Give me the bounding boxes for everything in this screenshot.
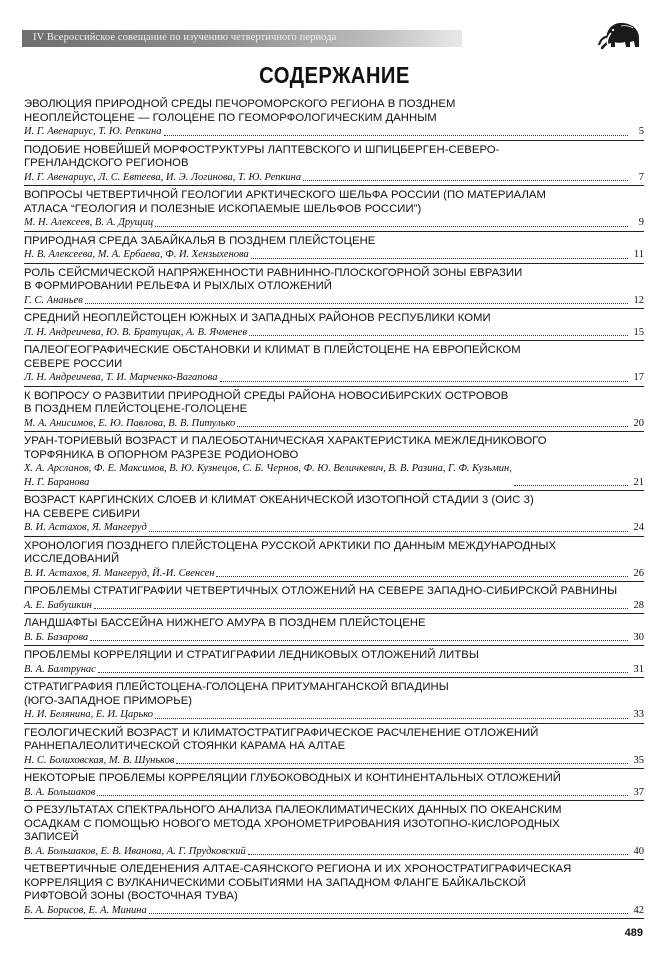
- toc-entry-title-line: ХРОНОЛОГИЯ ПОЗДНЕГО ПЛЕЙСТОЦЕНА РУССКОЙ АРКТИКИ ПО ДАННЫМ МЕЖДУНАРОДНЫХ: [24, 539, 557, 552]
- toc-entry: [24, 144, 644, 187]
- toc-entry: [24, 681, 644, 724]
- toc-entry-authors-row: [24, 216, 644, 232]
- toc-entry-title: [24, 144, 644, 171]
- toc-entry: [24, 863, 644, 919]
- toc-entry-page: 37: [633, 786, 644, 798]
- toc-entry-author-line: В. А. Балтрунас: [24, 663, 96, 675]
- toc-entry-author-line: Н. И. Белянина, Е. И. Царько: [24, 709, 154, 720]
- toc-entry-title-line: РОЛЬ СЕЙСМИЧЕСКОЙ НАПРЯЖЕННОСТИ РАВНИННО-ПЛОСКОГОРНОЙ ЗОНЫ ЕВРАЗИИ: [24, 266, 523, 279]
- toc-entry-authors-row: [24, 326, 644, 342]
- toc-entry-title-line: ТОРФЯНИКА В ОПОРНОМ РАЗРЕЗЕ РОДИОНОВО: [24, 448, 299, 461]
- toc-entry-author-line: Г. С. Ананьев: [24, 294, 83, 306]
- toc-leader-dots: [149, 912, 628, 914]
- toc-entry-authors: [24, 663, 96, 677]
- toc-entry-title-line: О РЕЗУЛЬТАТАХ СПЕКТРАЛЬНОГО АНАЛИЗА ПАЛЕОКЛИМАТИЧЕСКИХ ДАННЫХ ПО ОКЕАНСКИМ: [24, 804, 562, 816]
- toc-entry: [24, 617, 644, 646]
- toc-entry-title: [24, 494, 644, 521]
- toc-entry-title-line: ГРЕНЛАНДСКОГО РЕГИОНОВ: [24, 157, 189, 169]
- toc-entry-page: 21: [633, 476, 644, 488]
- toc-leader-dots: [155, 717, 628, 719]
- toc-entry-authors-row: [24, 708, 644, 724]
- toc-entry-authors-row: [24, 294, 644, 310]
- toc-entry-authors-row: [24, 786, 644, 802]
- toc-entry-authors: [24, 904, 147, 918]
- toc-leader-dots: [149, 530, 628, 532]
- toc-entry-author-line: М. А. Анисимов, Е. Ю. Павлова, В. В. Питулько: [24, 417, 236, 429]
- toc-entry-title-line: ИССЛЕДОВАНИЙ: [24, 553, 120, 565]
- toc-entry-title: [24, 98, 644, 125]
- toc-leader-dots: [303, 179, 628, 181]
- toc-entry-page: 11: [633, 249, 644, 260]
- toc-entry-author-line: Л. Н. Андреичева, Ю. В. Братущак, А. В. Ячменев: [24, 326, 247, 338]
- running-header-text: IV Всероссийское совещание по изучению четвертичного периода: [33, 32, 337, 43]
- table-of-contents: [24, 98, 644, 919]
- toc-entry-authors: [24, 216, 153, 230]
- toc-entry-authors: [24, 786, 95, 800]
- toc-entry-title-line: СЕВЕРЕ РОССИИ: [24, 357, 123, 370]
- toc-entry-title-line: ПАЛЕОГЕОГРАФИЧЕСКИЕ ОБСТАНОВКИ И КЛИМАТ В ПЛЕЙСТОЦЕНЕ НА ЕВРОПЕЙСКОМ: [24, 344, 521, 356]
- toc-leader-dots: [237, 425, 628, 427]
- toc-entry-authors: [24, 248, 249, 262]
- toc-entry-title-line: НА СЕВЕРЕ СИБИРИ: [24, 507, 141, 520]
- toc-entry-authors-row: [24, 171, 644, 187]
- toc-entry: [24, 585, 644, 614]
- toc-entry-title-line: ПРИРОДНАЯ СРЕДА ЗАБАЙКАЛЬЯ В ПОЗДНЕМ ПЛЕЙСТОЦЕНЕ: [24, 234, 376, 247]
- toc-entry-author-line: Н. С. Болиховская, М. В. Шуньков: [24, 754, 175, 766]
- toc-entry-title-line: К ВОПРОСУ О РАЗВИТИИ ПРИРОДНОЙ СРЕДЫ РАЙОНА НОВОСИБИРСКИХ ОСТРОВОВ: [24, 389, 509, 402]
- toc-entry-title-line: ПОДОБИЕ НОВЕЙШЕЙ МОРФОСТРУКТУРЫ ЛАПТЕВСКОГО И ШПИЦБЕРГЕН-СЕВЕРО-: [24, 143, 500, 156]
- toc-entry-authors: [24, 417, 235, 431]
- toc-entry-title-line: ЗАПИСЕЙ: [24, 831, 79, 843]
- toc-entry-authors: [24, 371, 218, 385]
- toc-entry-page: 5: [638, 126, 644, 137]
- toc-entry-title: [24, 267, 644, 294]
- toc-entry-title-line: ВОПРОСЫ ЧЕТВЕРТИЧНОЙ ГЕОЛОГИИ АРКТИЧЕСКОГО ШЕЛЬФА РОССИИ (ПО МАТЕРИАЛАМ: [24, 189, 546, 201]
- toc-entry-author-line: В. А. Большаков, Е. В. Иванова, А. Г. Прудковский: [24, 845, 246, 857]
- toc-entry-author-line: В. И. Астахов, Я. Мангеруд, Й.-И. Свенсен: [24, 567, 215, 579]
- toc-entry: [24, 540, 644, 583]
- toc-entry-title: [24, 804, 644, 845]
- toc-entry-page: 42: [633, 904, 644, 916]
- toc-entry-page: 17: [633, 372, 644, 383]
- toc-leader-dots: [514, 484, 628, 486]
- toc-entry-title-line: НЕОПЛЕЙСТОЦЕНЕ — ГОЛОЦЕНЕ ПО ГЕОМОРФОЛОГИЧЕСКИМ ДАННЫМ: [24, 111, 437, 124]
- toc-leader-dots: [155, 225, 628, 227]
- toc-entry-author-line: Х. А. Арсланов, Ф. Е. Максимов, В. Ю. Кузнецов, С. Б. Чернов, Ф. Ю. Величкевич, В. В. Разина, Г. Ф. Кузьмин,: [24, 463, 512, 474]
- toc-entry: [24, 804, 644, 860]
- toc-entry-title-line: ВОЗРАСТ КАРГИНСКИХ СЛОЕВ И КЛИМАТ ОКЕАНИЧЕСКОЙ ИЗОТОПНОЙ СТАДИИ 3 (ОИС 3): [24, 494, 534, 506]
- toc-entry-page: 33: [633, 709, 644, 720]
- toc-entry-author-line: А. Е. Бабушкин: [24, 599, 92, 611]
- toc-entry-author-line: В. А. Большаков: [24, 786, 96, 798]
- toc-entry-title: [24, 235, 644, 249]
- toc-entry-title: [24, 585, 644, 599]
- toc-entry-title-line: РИФТОВОЙ ЗОНЫ (ВОСТОЧНАЯ ТУВА): [24, 890, 238, 902]
- toc-entry: [24, 649, 644, 678]
- page-title: СОДЕРЖАНИЕ: [259, 62, 410, 88]
- toc-entry-title: [24, 390, 644, 417]
- toc-entry-authors: [24, 708, 153, 722]
- mammoth-icon: [597, 16, 645, 54]
- toc-entry-author-line: В. Б. Базарова: [24, 631, 89, 643]
- toc-entry-page: 15: [633, 326, 644, 338]
- toc-entry-title-line: КОРРЕЛЯЦИЯ С ВУЛКАНИЧЕСКИМИ СОБЫТИЯМИ НА ЗАПАДНОМ ФЛАНГЕ БАЙКАЛЬСКОЙ: [24, 876, 526, 889]
- toc-leader-dots: [176, 762, 628, 764]
- toc-leader-dots: [90, 639, 628, 641]
- page-number: 489: [624, 927, 643, 939]
- toc-entry-page: 20: [633, 417, 644, 429]
- toc-leader-dots: [94, 607, 628, 609]
- toc-entry-title-line: НЕКОТОРЫЕ ПРОБЛЕМЫ КОРРЕЛЯЦИИ ГЛУБОКОВОДНЫХ И КОНТИНЕНТАЛЬНЫХ ОТЛОЖЕНИЙ: [24, 772, 561, 784]
- toc-entry-authors: [24, 462, 512, 489]
- toc-entry: [24, 772, 644, 801]
- toc-entry-title-line: ПРОБЛЕМЫ СТРАТИГРАФИИ ЧЕТВЕРТИЧНЫХ ОТЛОЖЕНИЙ НА СЕВЕРЕ ЗАПАДНО-СИБИРСКОЙ РАВНИНЫ: [24, 585, 618, 597]
- toc-leader-dots: [164, 134, 628, 136]
- toc-entry-title: [24, 312, 644, 326]
- toc-leader-dots: [85, 302, 628, 304]
- toc-entry-title-line: В ПОЗДНЕМ ПЛЕЙСТОЦЕНЕ-ГОЛОЦЕНЕ: [24, 403, 248, 415]
- toc-entry-title-line: ГЕОЛОГИЧЕСКИЙ ВОЗРАСТ И КЛИМАТОСТРАТИГРАФИЧЕСКОЕ РАСЧЛЕНЕНИЕ ОТЛОЖЕНИЙ: [24, 726, 539, 739]
- toc-entry-page: 35: [633, 754, 644, 766]
- toc-entry: [24, 312, 644, 341]
- toc-entry-title: [24, 617, 644, 631]
- toc-entry-title-line: ЧЕТВЕРТИЧНЫЕ ОЛЕДЕНЕНИЯ АЛТАЕ-САЯНСКОГО РЕГИОНА И ИХ ХРОНОСТРАТИГРАФИЧЕСКАЯ: [24, 863, 572, 875]
- toc-entry-authors-row: [24, 904, 644, 920]
- toc-entry-title: [24, 540, 644, 567]
- toc-entry-authors: [24, 326, 247, 340]
- toc-entry: [24, 727, 644, 770]
- toc-entry-authors-row: [24, 371, 644, 387]
- toc-entry-author-line: И. Г. Авенариус, Т. Ю. Репкина: [24, 126, 162, 137]
- toc-entry-title-line: ОСАДКАМ С ПОМОЩЬЮ НОВОГО МЕТОДА ХРОНОМЕТРИРОВАНИЯ ИЗОТОПНО-КИСЛОРОДНЫХ: [24, 817, 560, 830]
- toc-entry-page: 9: [638, 217, 644, 228]
- toc-entry-authors-row: [24, 845, 644, 861]
- toc-entry-authors-row: [24, 125, 644, 141]
- toc-entry-page: 12: [633, 294, 644, 306]
- toc-entry-authors: [24, 631, 88, 645]
- toc-entry-title-line: АТЛАСА “ГЕОЛОГИЯ И ПОЛЕЗНЫЕ ИСКОПАЕМЫЕ ШЕЛЬФОВ РОССИИ”): [24, 202, 422, 215]
- toc-entry: [24, 390, 644, 433]
- toc-entry-title-line: ЛАНДШАФТЫ БАССЕЙНА НИЖНЕГО АМУРА В ПОЗДНЕМ ПЛЕЙСТОЦЕНЕ: [24, 617, 426, 629]
- toc-entry-title: [24, 189, 644, 216]
- toc-entry-title-line: ЭВОЛЮЦИЯ ПРИРОДНОЙ СРЕДЫ ПЕЧОРОМОРСКОГО РЕГИОНА В ПОЗДНЕМ: [24, 98, 456, 110]
- toc-leader-dots: [249, 334, 628, 336]
- toc-entry-title-line: В ФОРМИРОВАНИИ РЕЛЬЕФА И РЫХЛЫХ ОТЛОЖЕНИЙ: [24, 280, 332, 292]
- toc-entry-author-line: Б. А. Борисов, Е. А. Минина: [24, 904, 147, 916]
- toc-entry-page: 24: [633, 522, 644, 533]
- toc-entry: [24, 267, 644, 310]
- toc-entry-title: [24, 863, 644, 904]
- toc-entry-page: 30: [633, 631, 644, 643]
- toc-entry: [24, 435, 644, 491]
- toc-entry-authors-row: [24, 417, 644, 433]
- toc-entry-author-line: В. И. Астахов, Я. Мангеруд: [24, 522, 147, 533]
- toc-leader-dots: [98, 671, 628, 673]
- toc-entry: [24, 235, 644, 264]
- toc-entry-authors-row: [24, 521, 644, 537]
- toc-entry-authors-row: [24, 754, 644, 770]
- toc-entry-author-line: М. Н. Алексеев, В. А. Друщиц: [24, 217, 154, 228]
- toc-entry-authors-row: [24, 599, 644, 615]
- toc-entry-authors-row: [24, 248, 644, 264]
- toc-entry-authors-row: [24, 462, 644, 491]
- toc-entry-authors: [24, 294, 83, 308]
- toc-entry-authors: [24, 125, 162, 139]
- toc-entry-authors-row: [24, 663, 644, 679]
- toc-entry-authors-row: [24, 631, 644, 647]
- toc-entry-title: [24, 344, 644, 371]
- toc-entry-authors: [24, 754, 174, 768]
- toc-entry-authors: [24, 521, 147, 535]
- toc-entry-title-line: СТРАТИГРАФИЯ ПЛЕЙСТОЦЕНА-ГОЛОЦЕНА ПРИТУМАНГАНСКОЙ ВПАДИНЫ: [24, 681, 449, 693]
- toc-leader-dots: [251, 257, 628, 259]
- toc-entry-title-line: УРАН-ТОРИЕВЫЙ ВОЗРАСТ И ПАЛЕОБОТАНИЧЕСКАЯ ХАРАКТЕРИСТИКА МЕЖЛЕДНИКОВОГО: [24, 435, 547, 447]
- toc-leader-dots: [97, 794, 628, 796]
- toc-leader-dots: [216, 575, 628, 577]
- toc-entry-title-line: СРЕДНИЙ НЕОПЛЕЙСТОЦЕН ЮЖНЫХ И ЗАПАДНЫХ РАЙОНОВ РЕСПУБЛИКИ КОМИ: [24, 312, 491, 324]
- toc-entry-title: [24, 435, 644, 462]
- toc-entry-author-line: Н. В. Алексеева, М. А. Ербаева, Ф. И. Хензыхенова: [24, 249, 249, 260]
- toc-entry-title: [24, 727, 644, 754]
- toc-entry-authors: [24, 845, 246, 859]
- toc-entry-title-line: (ЮГО-ЗАПАДНОЕ ПРИМОРЬЕ): [24, 694, 193, 707]
- toc-entry-authors-row: [24, 567, 644, 583]
- toc-entry-page: 28: [633, 599, 644, 611]
- toc-leader-dots: [248, 853, 628, 855]
- toc-entry-title: [24, 649, 644, 663]
- toc-entry-author-line: Н. Г. Баранова: [24, 476, 90, 488]
- toc-entry-title-line: ПРОБЛЕМЫ КОРРЕЛЯЦИИ И СТРАТИГРАФИИ ЛЕДНИКОВЫХ ОТЛОЖЕНИЙ ЛИТВЫ: [24, 649, 479, 661]
- toc-entry: [24, 98, 644, 141]
- toc-entry-title: [24, 772, 644, 786]
- toc-entry-page: 31: [633, 663, 644, 675]
- toc-entry-page: 26: [633, 567, 644, 579]
- toc-entry: [24, 494, 644, 537]
- toc-leader-dots: [220, 380, 628, 382]
- toc-entry: [24, 344, 644, 387]
- toc-entry-author-line: И. Г. Авенариус, Л. С. Евтеева, И. Э. Логинова, Т. Ю. Репкина: [24, 171, 302, 183]
- toc-entry-author-line: Л. Н. Андреичева, Т. И. Марченко-Вагапова: [24, 372, 218, 383]
- toc-entry-authors: [24, 171, 301, 185]
- toc-entry-page: 7: [638, 171, 644, 183]
- toc-entry-title: [24, 681, 644, 708]
- toc-entry: [24, 189, 644, 232]
- toc-entry-authors: [24, 599, 92, 613]
- toc-entry-title-line: РАННЕПАЛЕОЛИТИЧЕСКОЙ СТОЯНКИ КАРАМА НА АЛТАЕ: [24, 740, 346, 752]
- toc-entry-page: 40: [633, 845, 644, 857]
- toc-entry-authors: [24, 567, 214, 581]
